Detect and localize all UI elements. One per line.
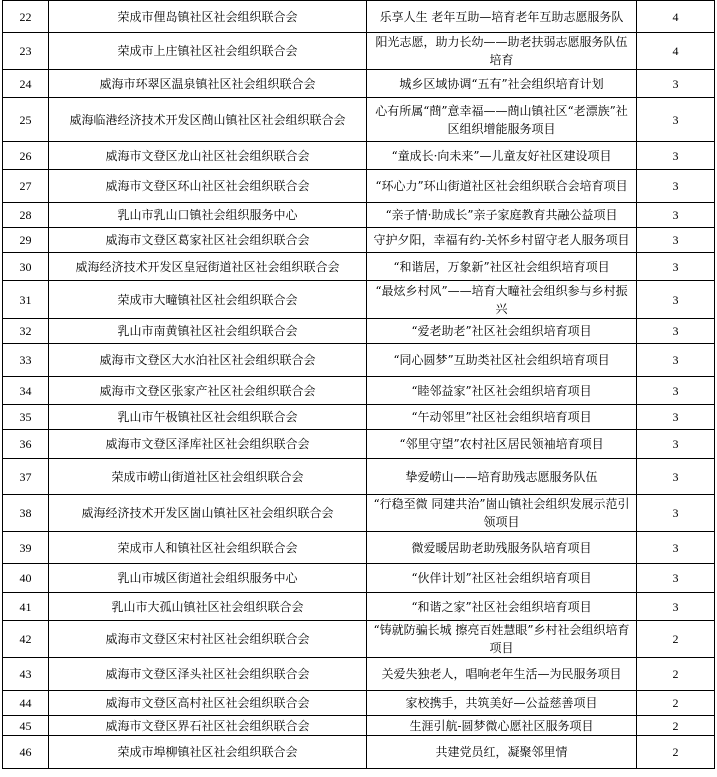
table-row: [3, 281, 715, 319]
project-cell: “铸就防骗长城 擦亮百姓慧眼”乡村社会组织培育项目: [367, 621, 637, 658]
row-number-cell: 35: [3, 405, 49, 430]
project-cell: 心有所属“蔄”意幸福——蔄山镇社区“老漂族”社区组织增能服务项目: [367, 98, 637, 142]
project-cell: “邻里守望”农村社区居民领袖培育项目: [367, 430, 637, 459]
organization-cell: 威海市环翠区温泉镇社区社会组织联合会: [49, 70, 367, 98]
table-row: [3, 142, 715, 170]
score-cell: 3: [637, 70, 715, 98]
results-table: [2, 0, 715, 769]
project-cell: 阳光志愿，助力长幼——助老扶弱志愿服务队伍培育: [367, 33, 637, 70]
row-number-cell: 43: [3, 658, 49, 691]
project-cell: 挚爱崂山——培育助残志愿服务队伍: [367, 459, 637, 495]
organization-cell: 威海市文登区界石社区社会组织联合会: [49, 716, 367, 736]
row-number-cell: 24: [3, 70, 49, 98]
row-number-cell: 31: [3, 281, 49, 319]
table-row: [3, 98, 715, 142]
organization-cell: 乳山市午极镇社区社会组织联合会: [49, 405, 367, 430]
score-cell: 3: [637, 319, 715, 344]
row-number-cell: 25: [3, 98, 49, 142]
row-number-cell: 40: [3, 564, 49, 593]
organization-cell: 威海市文登区葛家社区社会组织联合会: [49, 228, 367, 253]
row-number-cell: 37: [3, 459, 49, 495]
table-row: [3, 430, 715, 459]
table-body: [3, 1, 715, 769]
table-row: [3, 70, 715, 98]
row-number-cell: 30: [3, 253, 49, 281]
row-number-cell: 29: [3, 228, 49, 253]
organization-cell: 威海经济技术开发区皇冠街道社区社会组织联合会: [49, 253, 367, 281]
row-number-cell: 33: [3, 344, 49, 377]
score-cell: 2: [637, 736, 715, 769]
table-row: [3, 203, 715, 228]
project-cell: 关爱失独老人，唱响老年生活—为民服务项目: [367, 658, 637, 691]
score-cell: 3: [637, 593, 715, 621]
project-cell: “和谐居，万象新”社区社会组织培育项目: [367, 253, 637, 281]
row-number-cell: 46: [3, 736, 49, 769]
score-cell: 4: [637, 1, 715, 33]
score-cell: 3: [637, 405, 715, 430]
score-cell: 2: [637, 716, 715, 736]
project-cell: “环心力”环山街道社区社会组织联合会培育项目: [367, 170, 637, 203]
organization-cell: 荣成市崂山街道社区社会组织联合会: [49, 459, 367, 495]
organization-cell: 荣成市人和镇社区社会组织联合会: [49, 532, 367, 564]
table-row: [3, 459, 715, 495]
table-row: [3, 377, 715, 405]
table-row: [3, 33, 715, 70]
project-cell: “伙伴计划”社区社会组织培育项目: [367, 564, 637, 593]
organization-cell: 威海临港经济技术开发区蔄山镇社区社会组织联合会: [49, 98, 367, 142]
row-number-cell: 28: [3, 203, 49, 228]
organization-cell: 威海市文登区龙山社区社会组织联合会: [49, 142, 367, 170]
score-cell: 3: [637, 203, 715, 228]
row-number-cell: 26: [3, 142, 49, 170]
row-number-cell: 34: [3, 377, 49, 405]
score-cell: 3: [637, 228, 715, 253]
row-number-cell: 38: [3, 495, 49, 532]
table-row: [3, 716, 715, 736]
table-row: [3, 344, 715, 377]
project-cell: 共建党员红，凝聚邻里情: [367, 736, 637, 769]
project-cell: “爱老助老”社区社会组织培育项目: [367, 319, 637, 344]
organization-cell: 威海经济技术开发区崮山镇社区社会组织联合会: [49, 495, 367, 532]
table-row: [3, 736, 715, 769]
score-cell: 3: [637, 459, 715, 495]
table-row: [3, 1, 715, 33]
organization-cell: 威海市文登区环山社区社会组织联合会: [49, 170, 367, 203]
organization-cell: 荣成市俚岛镇社区社会组织联合会: [49, 1, 367, 33]
score-cell: 3: [637, 344, 715, 377]
row-number-cell: 32: [3, 319, 49, 344]
organization-cell: 荣成市大疃镇社区社会组织联合会: [49, 281, 367, 319]
score-cell: 3: [637, 430, 715, 459]
row-number-cell: 27: [3, 170, 49, 203]
score-cell: 3: [637, 377, 715, 405]
project-cell: 家校携手，共筑美好—公益慈善项目: [367, 691, 637, 716]
table-row: [3, 532, 715, 564]
project-cell: “同心圆梦”互助类社区社会组织培育项目: [367, 344, 637, 377]
score-cell: 3: [637, 98, 715, 142]
project-cell: 城乡区域协调“五有”社会组织培育计划: [367, 70, 637, 98]
project-cell: 守护夕阳，幸福有约-关怀乡村留守老人服务项目: [367, 228, 637, 253]
organization-cell: 威海市文登区泽头社区社会组织联合会: [49, 658, 367, 691]
score-cell: 2: [637, 691, 715, 716]
table-row: [3, 621, 715, 658]
row-number-cell: 41: [3, 593, 49, 621]
row-number-cell: 45: [3, 716, 49, 736]
table-row: [3, 405, 715, 430]
score-cell: 3: [637, 170, 715, 203]
table-row: [3, 564, 715, 593]
row-number-cell: 39: [3, 532, 49, 564]
table-row: [3, 170, 715, 203]
project-cell: 微爱暖居助老助残服务队培育项目: [367, 532, 637, 564]
score-cell: 4: [637, 33, 715, 70]
project-cell: “午动邻里”社区社会组织培育项目: [367, 405, 637, 430]
project-cell: “行稳至微 同建共治”崮山镇社会组织发展示范引领项目: [367, 495, 637, 532]
table-row: [3, 495, 715, 532]
organization-cell: 威海市文登区高村社区社会组织联合会: [49, 691, 367, 716]
organization-cell: 乳山市乳山口镇社会组织服务中心: [49, 203, 367, 228]
row-number-cell: 22: [3, 1, 49, 33]
organization-cell: 威海市文登区泽库社区社会组织联合会: [49, 430, 367, 459]
organization-cell: 威海市文登区宋村社区社会组织联合会: [49, 621, 367, 658]
organization-cell: 荣成市埠柳镇社区社会组织联合会: [49, 736, 367, 769]
score-cell: 3: [637, 532, 715, 564]
row-number-cell: 42: [3, 621, 49, 658]
table-row: [3, 658, 715, 691]
project-cell: “和谐之家”社区社会组织培育项目: [367, 593, 637, 621]
score-cell: 3: [637, 142, 715, 170]
organization-cell: 荣成市上庄镇社区社会组织联合会: [49, 33, 367, 70]
score-cell: 3: [637, 495, 715, 532]
table-row: [3, 228, 715, 253]
row-number-cell: 36: [3, 430, 49, 459]
project-cell: “最炫乡村风”——培育大疃社会组织参与乡村振兴: [367, 281, 637, 319]
project-cell: 乐享人生 老年互助—培育老年互助志愿服务队: [367, 1, 637, 33]
score-cell: 3: [637, 281, 715, 319]
row-number-cell: 23: [3, 33, 49, 70]
score-cell: 3: [637, 253, 715, 281]
table-row: [3, 253, 715, 281]
organization-cell: 乳山市城区街道社会组织服务中心: [49, 564, 367, 593]
table-row: [3, 691, 715, 716]
score-cell: 3: [637, 564, 715, 593]
row-number-cell: 44: [3, 691, 49, 716]
score-cell: 2: [637, 621, 715, 658]
project-cell: 生涯引航-圆梦微心愿社区服务项目: [367, 716, 637, 736]
project-cell: “童成长·向未来”—儿童友好社区建设项目: [367, 142, 637, 170]
project-cell: “睦邻益家”社区社会组织培育项目: [367, 377, 637, 405]
organization-cell: 威海市文登区张家产社区社会组织联合会: [49, 377, 367, 405]
organization-cell: 乳山市大孤山镇社区社会组织联合会: [49, 593, 367, 621]
table-row: [3, 593, 715, 621]
organization-cell: 乳山市南黄镇社区社会组织联合会: [49, 319, 367, 344]
table-row: [3, 319, 715, 344]
score-cell: 2: [637, 658, 715, 691]
organization-cell: 威海市文登区大水泊社区社会组织联合会: [49, 344, 367, 377]
project-cell: “亲子情·助成长”亲子家庭教育共融公益项目: [367, 203, 637, 228]
